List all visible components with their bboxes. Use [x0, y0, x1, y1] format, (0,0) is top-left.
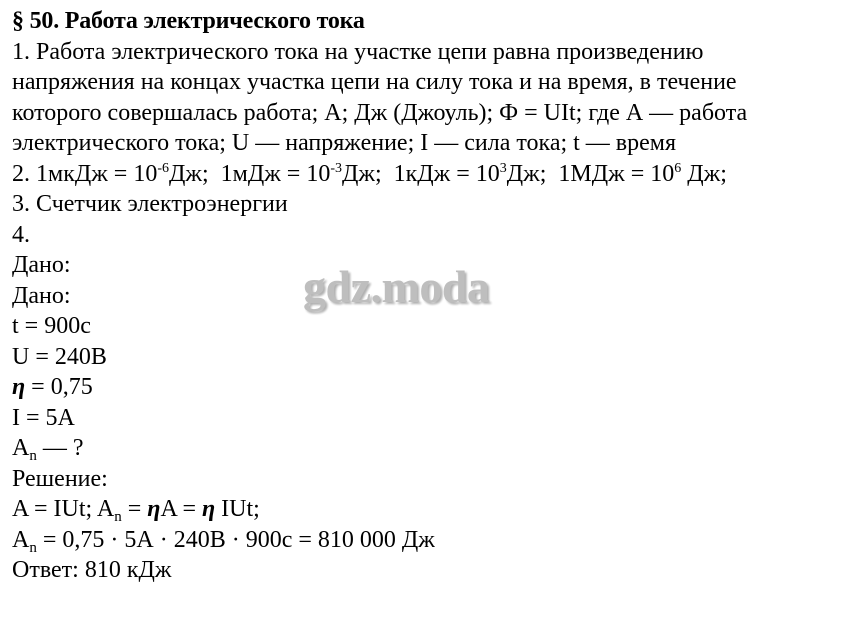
answer-1-line-2: напряжения на концах участка цепи на силу тока и на время, в течение	[12, 69, 737, 95]
section-title: § 50. Работа электрического тока	[12, 8, 365, 34]
eta-symbol: η	[12, 374, 26, 400]
formula-2-part-b: = 0,75 · 5А · 240В · 900с = 810 000 Дж	[36, 526, 435, 553]
mega-joule-lhs: 1МДж = 10	[558, 160, 675, 187]
given-voltage: U = 240В	[12, 343, 107, 370]
answer-2-line	[12, 159, 844, 190]
answer-4-number: 4.	[12, 221, 30, 248]
formula-1-part-d: IUt;	[215, 496, 260, 522]
formula-1-part-c: A =	[160, 496, 202, 522]
watermark-logo: gdz.moda	[303, 261, 490, 312]
formula-line-2	[12, 525, 844, 556]
given-efficiency	[12, 372, 844, 403]
micro-joule-lhs: 1мкДж = 10	[36, 160, 158, 187]
kilo-joule-exponent: 3	[499, 160, 507, 176]
final-answer: Ответ: 810 кДж	[12, 557, 172, 583]
formula-1-eta-1: η	[147, 496, 161, 522]
milli-joule-unit: Дж;	[342, 160, 382, 187]
an-subscript: n	[29, 448, 37, 464]
formula-1-part-b: =	[121, 496, 148, 522]
unknown-useful-work	[12, 433, 844, 464]
formula-line-1	[12, 494, 844, 525]
given-label-1: Дано:	[12, 252, 71, 278]
given-label-2: Дано:	[12, 282, 71, 309]
formula-1-eta-2: η	[201, 496, 216, 522]
micro-joule-unit: Дж;	[169, 160, 209, 187]
given-time: t = 900с	[12, 313, 91, 339]
mega-joule-exponent: 6	[674, 160, 682, 176]
formula-1-subscript: n	[114, 509, 122, 525]
an-base: A	[12, 435, 30, 461]
answer-1-line-1: 1. Работа электрического тока на участке цепи равна произведению	[12, 38, 704, 65]
answer-1-line-4: электрического тока; U — напряжение; I — сила тока; t — время	[12, 130, 677, 156]
micro-joule-exponent: -6	[157, 160, 170, 176]
formula-1-part-a: A = IUt; A	[12, 496, 115, 522]
answer-3-line: 3. Счетчик электроэнергии	[12, 191, 288, 217]
kilo-joule-lhs: 1кДж = 10	[393, 160, 500, 187]
formula-2-part-a: A	[12, 526, 30, 553]
solution-label: Решение:	[12, 465, 108, 492]
kilo-joule-unit: Дж;	[506, 160, 547, 187]
an-question: — ?	[36, 435, 84, 461]
answer-2-number: 2.	[12, 160, 30, 187]
formula-2-subscript: n	[29, 539, 37, 556]
answer-1-line-3: которого совершалась работа; А; Дж (Джоуль); Ф = UIt; где А — работа	[12, 99, 748, 126]
given-current: I = 5А	[12, 404, 75, 431]
milli-joule-exponent: -3	[330, 160, 342, 176]
eta-value: = 0,75	[25, 374, 93, 400]
mega-joule-unit: Дж;	[681, 160, 727, 187]
milli-joule-lhs: 1мДж = 10	[220, 160, 331, 187]
